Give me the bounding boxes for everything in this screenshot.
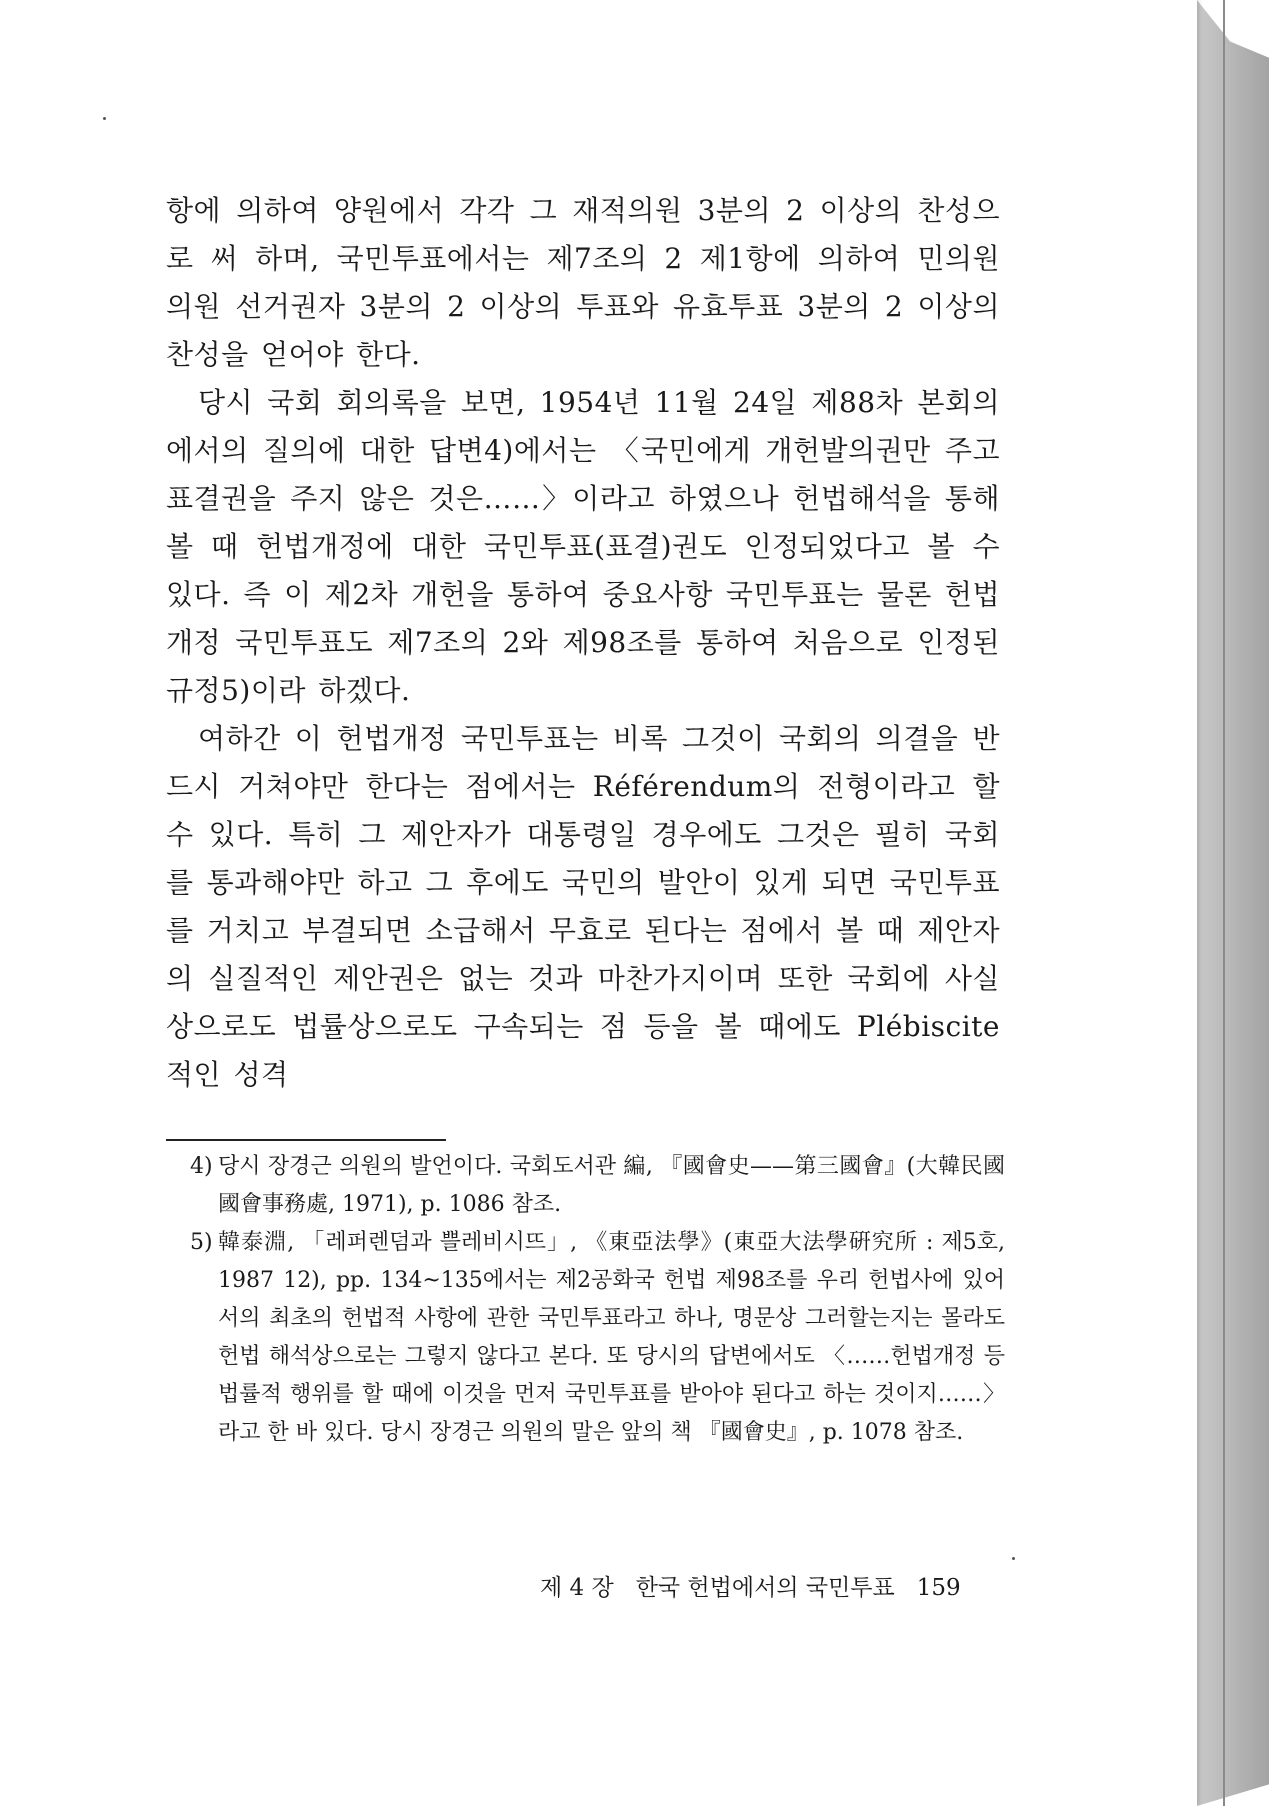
body-text xyxy=(166,187,1000,1099)
footer-title: 한국 헌법에서의 국민투표 xyxy=(635,1575,895,1601)
paragraph-2: 당시 국회 회의록을 보면, 1954년 11월 24일 제88차 본회의에서의 질의에 대한 답변4)에서는 〈국민에게 개헌발의권만 주고 표결권을 주지 않은 것은……〉이라고 하였으나 헌법해석을 통해 볼 때 헌법개정에 대한 국민투표(표결)권도 인정되었다고 볼 수 있다. 즉 이 제2차 개헌을 통하여 중요사항 국민투표는 물론 헌법개정 국민투표도 제7조의 2와 제98조를 통하여 처음으로 인정된 규정5)이라 하겠다. xyxy=(166,386,1000,707)
footnote-divider xyxy=(166,1139,446,1141)
footnote-text: 당시 장경근 의원의 발언이다. 국회도서관 編, 『國會史——第三國會』(大韓民國國會事務處, 1971), p. 1086 참조. xyxy=(218,1154,1005,1217)
footnote-text: 韓泰淵, 「레퍼렌덤과 쁠레비시뜨」, 《東亞法學》(東亞大法學硏究所 : 제5호, 1987 12), pp. 134~135에서는 제2공화국 헌법 제98조를 우리 헌법사에 있어서의 최초의 헌법적 사항에 관한 국민투표라고 하나, 명문상 그러할는지는 몰라도 헌법 해석상으로는 그렇지 않다고 본다. 또 당시의 답변에서도 〈……헌법개정 등 법률적 행위를 할 때에 이것을 먼저 국민투표를 받아야 된다고 하는 것이지……〉라고 한 바 있다. 당시 장경근 의원의 말은 앞의 책 『國會史』, p. 1078 참조. xyxy=(218,1230,1005,1445)
footnote-5 xyxy=(190,1224,1005,1452)
page-number: 159 xyxy=(916,1575,961,1601)
scan-speck xyxy=(103,117,106,120)
footer-chapter: 제 4 장 xyxy=(540,1575,614,1601)
footnote-mark: 5) xyxy=(190,1230,213,1255)
page-edge-line xyxy=(1223,0,1225,1806)
scan-speck xyxy=(1012,1557,1015,1560)
footnote-4 xyxy=(190,1148,1005,1224)
footnotes xyxy=(190,1148,1005,1452)
footnote-mark: 4) xyxy=(190,1154,213,1179)
page-edge-shadow xyxy=(1197,0,1269,1806)
paragraph-3: 여하간 이 헌법개정 국민투표는 비록 그것이 국회의 의결을 반드시 거쳐야만 한다는 점에서는 Référendum의 전형이라고 할 수 있다. 특히 그 제안자가 대통령일 경우에도 그것은 필히 국회를 통과해야만 하고 그 후에도 국민의 발안이 있게 되면 국민투표를 거치고 부결되면 소급해서 무효로 된다는 점에서 볼 때 제안자의 실질적인 제안권은 없는 것과 마찬가지이며 또한 국회에 사실상으로도 법률상으로도 구속되는 점 등을 볼 때에도 Plébiscite적인 성격 xyxy=(166,722,1000,1091)
running-footer xyxy=(540,1573,980,1603)
paragraph-1: 항에 의하여 양원에서 각각 그 재적의원 3분의 2 이상의 찬성으로 써 하며, 국민투표에서는 제7조의 2 제1항에 의하여 민의원 의원 선거권자 3분의 2 이상의 투표와 유효투표 3분의 2 이상의 찬성을 얻어야 한다. xyxy=(166,194,1000,371)
